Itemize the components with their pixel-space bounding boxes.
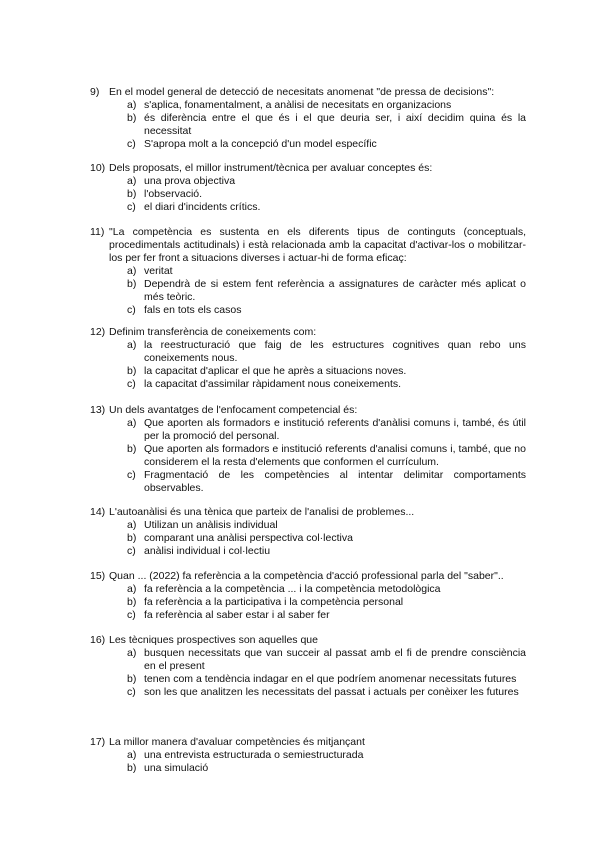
answer-option bbox=[127, 443, 526, 469]
question-9 bbox=[90, 86, 526, 151]
option-letter: b) bbox=[127, 188, 137, 200]
option-letter: a) bbox=[127, 265, 137, 277]
option-text: fals en tots els casos bbox=[144, 304, 242, 316]
option-letter: c) bbox=[127, 609, 136, 621]
answer-option bbox=[127, 112, 526, 138]
option-letter: c) bbox=[127, 469, 136, 481]
question-16 bbox=[90, 634, 526, 699]
question-12 bbox=[90, 326, 526, 391]
option-text: tenen com a tendència indagar en el que podríem anomenar necessitats futures bbox=[144, 673, 517, 685]
option-letter: a) bbox=[127, 339, 137, 351]
option-text: veritat bbox=[144, 265, 173, 277]
question-stem bbox=[90, 162, 526, 175]
option-letter: b) bbox=[127, 596, 137, 608]
answer-option bbox=[127, 278, 526, 304]
option-letter: b) bbox=[127, 762, 137, 774]
option-letter: b) bbox=[127, 112, 137, 124]
question-text: L'autoanàlisi és una tènica que parteix de l'analisi de problemes... bbox=[109, 506, 415, 518]
option-text: una prova objectiva bbox=[144, 175, 236, 187]
question-number: 16) bbox=[90, 634, 106, 646]
answer-option bbox=[127, 673, 526, 686]
answer-option bbox=[127, 99, 526, 112]
option-text: Utilizan un anàlisis individual bbox=[144, 519, 278, 531]
question-13 bbox=[90, 404, 526, 495]
question-number: 10) bbox=[90, 162, 106, 174]
option-letter: a) bbox=[127, 175, 137, 187]
option-text: fa referència al saber estar i al saber fer bbox=[144, 609, 330, 621]
question-text: En el model general de detecció de necesitats anomenat "de pressa de decisions": bbox=[109, 86, 495, 98]
option-letter: a) bbox=[127, 417, 137, 429]
option-letter: c) bbox=[127, 201, 136, 213]
option-text: Que aporten als formadors e institució referents d'analisi comuns i, també, que no considerem el la resta d'elements que conformen el currículum. bbox=[144, 443, 526, 468]
question-stem bbox=[90, 226, 526, 265]
option-text: anàlisi individual i col·lectiu bbox=[144, 545, 271, 557]
option-text: el diari d'incidents crítics. bbox=[144, 201, 261, 213]
answer-option bbox=[127, 686, 526, 699]
option-letter: b) bbox=[127, 365, 137, 377]
question-text: Quan ... (2022) fa referència a la competència d'acció professional parla del "saber".. bbox=[109, 570, 504, 582]
question-15 bbox=[90, 570, 526, 622]
question-stem bbox=[90, 404, 526, 417]
question-11 bbox=[90, 226, 526, 317]
answer-option bbox=[127, 583, 526, 596]
question-14 bbox=[90, 506, 526, 558]
question-stem bbox=[90, 326, 526, 339]
question-text: Dels proposats, el millor instrument/tècnica per avaluar conceptes és: bbox=[109, 162, 433, 174]
answer-option bbox=[127, 609, 526, 622]
option-text: fa referència a la competència ... i la competència metodològica bbox=[144, 583, 441, 595]
option-text: comparant una anàlisi perspectiva col·lectiva bbox=[144, 532, 353, 544]
option-text: la capacitat d'aplicar el que he après a situacions noves. bbox=[144, 365, 407, 377]
option-text: una entrevista estructurada o semiestructurada bbox=[144, 749, 364, 761]
option-text: la capacitat d'assimilar ràpidament nous coneixements. bbox=[144, 378, 402, 390]
question-stem bbox=[90, 736, 526, 749]
question-text: Definim transferència de coneixements com: bbox=[109, 326, 317, 338]
answer-option bbox=[127, 417, 526, 443]
question-text: "La competència es sustenta en els diferents tipus de continguts (conceptuals, procedimentals actitudinals) i està relacionada amb la capacitat d'activar-los o mobilitzar-los per fer front a situacions diverses i actuar-hi de forma eficaç: bbox=[109, 226, 526, 264]
answer-option bbox=[127, 749, 526, 762]
question-17 bbox=[90, 736, 526, 775]
answer-option bbox=[127, 545, 526, 558]
option-letter: b) bbox=[127, 532, 137, 544]
option-text: Fragmentació de les competències al intentar delimitar comportaments observables. bbox=[144, 469, 526, 494]
option-text: una simulació bbox=[144, 762, 209, 774]
answer-option bbox=[127, 265, 526, 278]
question-text: La millor manera d'avaluar competències és mitjançant bbox=[109, 736, 365, 748]
answer-option bbox=[127, 339, 526, 365]
answer-option bbox=[127, 519, 526, 532]
answer-option bbox=[127, 188, 526, 201]
option-letter: a) bbox=[127, 647, 137, 659]
answer-option bbox=[127, 304, 526, 317]
question-number: 12) bbox=[90, 326, 106, 338]
option-text: és diferència entre el que és i el que deuria ser, i així decidim quina és la necessitat bbox=[144, 112, 526, 137]
option-letter: a) bbox=[127, 99, 137, 111]
question-number: 11) bbox=[90, 226, 105, 238]
option-letter: b) bbox=[127, 443, 137, 455]
option-letter: b) bbox=[127, 278, 137, 290]
option-letter: c) bbox=[127, 686, 136, 698]
option-text: S'apropa molt a la concepció d'un model específic bbox=[144, 138, 377, 150]
question-stem bbox=[90, 86, 526, 99]
option-letter: c) bbox=[127, 138, 136, 150]
question-stem bbox=[90, 506, 526, 519]
question-10 bbox=[90, 162, 526, 214]
answer-option bbox=[127, 532, 526, 545]
answer-option bbox=[127, 596, 526, 609]
option-text: l'observació. bbox=[144, 188, 203, 200]
answer-option bbox=[127, 469, 526, 495]
question-number: 9) bbox=[90, 86, 100, 98]
option-text: Dependrà de si estem fent referència a assignatures de caràcter més aplicat o més teòric. bbox=[144, 278, 526, 303]
option-text: fa referència a la participativa i la competència personal bbox=[144, 596, 404, 608]
option-letter: a) bbox=[127, 583, 137, 595]
answer-option bbox=[127, 365, 526, 378]
option-text: la reestructuració que faig de les estructures cognitives quan rebo uns coneixements nous. bbox=[144, 339, 526, 364]
answer-option bbox=[127, 647, 526, 673]
question-text: Un dels avantatges de l'enfocament competencial és: bbox=[109, 404, 358, 416]
option-text: busquen necessitats que van succeir al passat amb el fi de prendre consciència en el present bbox=[144, 647, 526, 672]
answer-option bbox=[127, 378, 526, 391]
answer-option bbox=[127, 762, 526, 775]
question-text: Les tècniques prospectives son aquelles que bbox=[109, 634, 318, 646]
option-letter: c) bbox=[127, 304, 136, 316]
answer-option bbox=[127, 201, 526, 214]
option-letter: c) bbox=[127, 378, 136, 390]
question-number: 17) bbox=[90, 736, 106, 748]
option-text: Que aporten als formadors e institució referents d'anàlisi comuns i, també, és útil per la promoció del personal. bbox=[144, 417, 526, 442]
option-text: son les que analitzen les necessitats del passat i actuals per conèixer les futures bbox=[144, 686, 519, 698]
option-letter: c) bbox=[127, 545, 136, 557]
option-letter: b) bbox=[127, 673, 137, 685]
option-letter: a) bbox=[127, 749, 137, 761]
answer-option bbox=[127, 138, 526, 151]
question-number: 13) bbox=[90, 404, 106, 416]
question-number: 14) bbox=[90, 506, 106, 518]
question-stem bbox=[90, 570, 526, 583]
option-letter: a) bbox=[127, 519, 137, 531]
question-number: 15) bbox=[90, 570, 106, 582]
question-stem bbox=[90, 634, 526, 647]
option-text: s'aplica, fonamentalment, a anàlisi de necesitats en organizacions bbox=[144, 99, 452, 111]
answer-option bbox=[127, 175, 526, 188]
